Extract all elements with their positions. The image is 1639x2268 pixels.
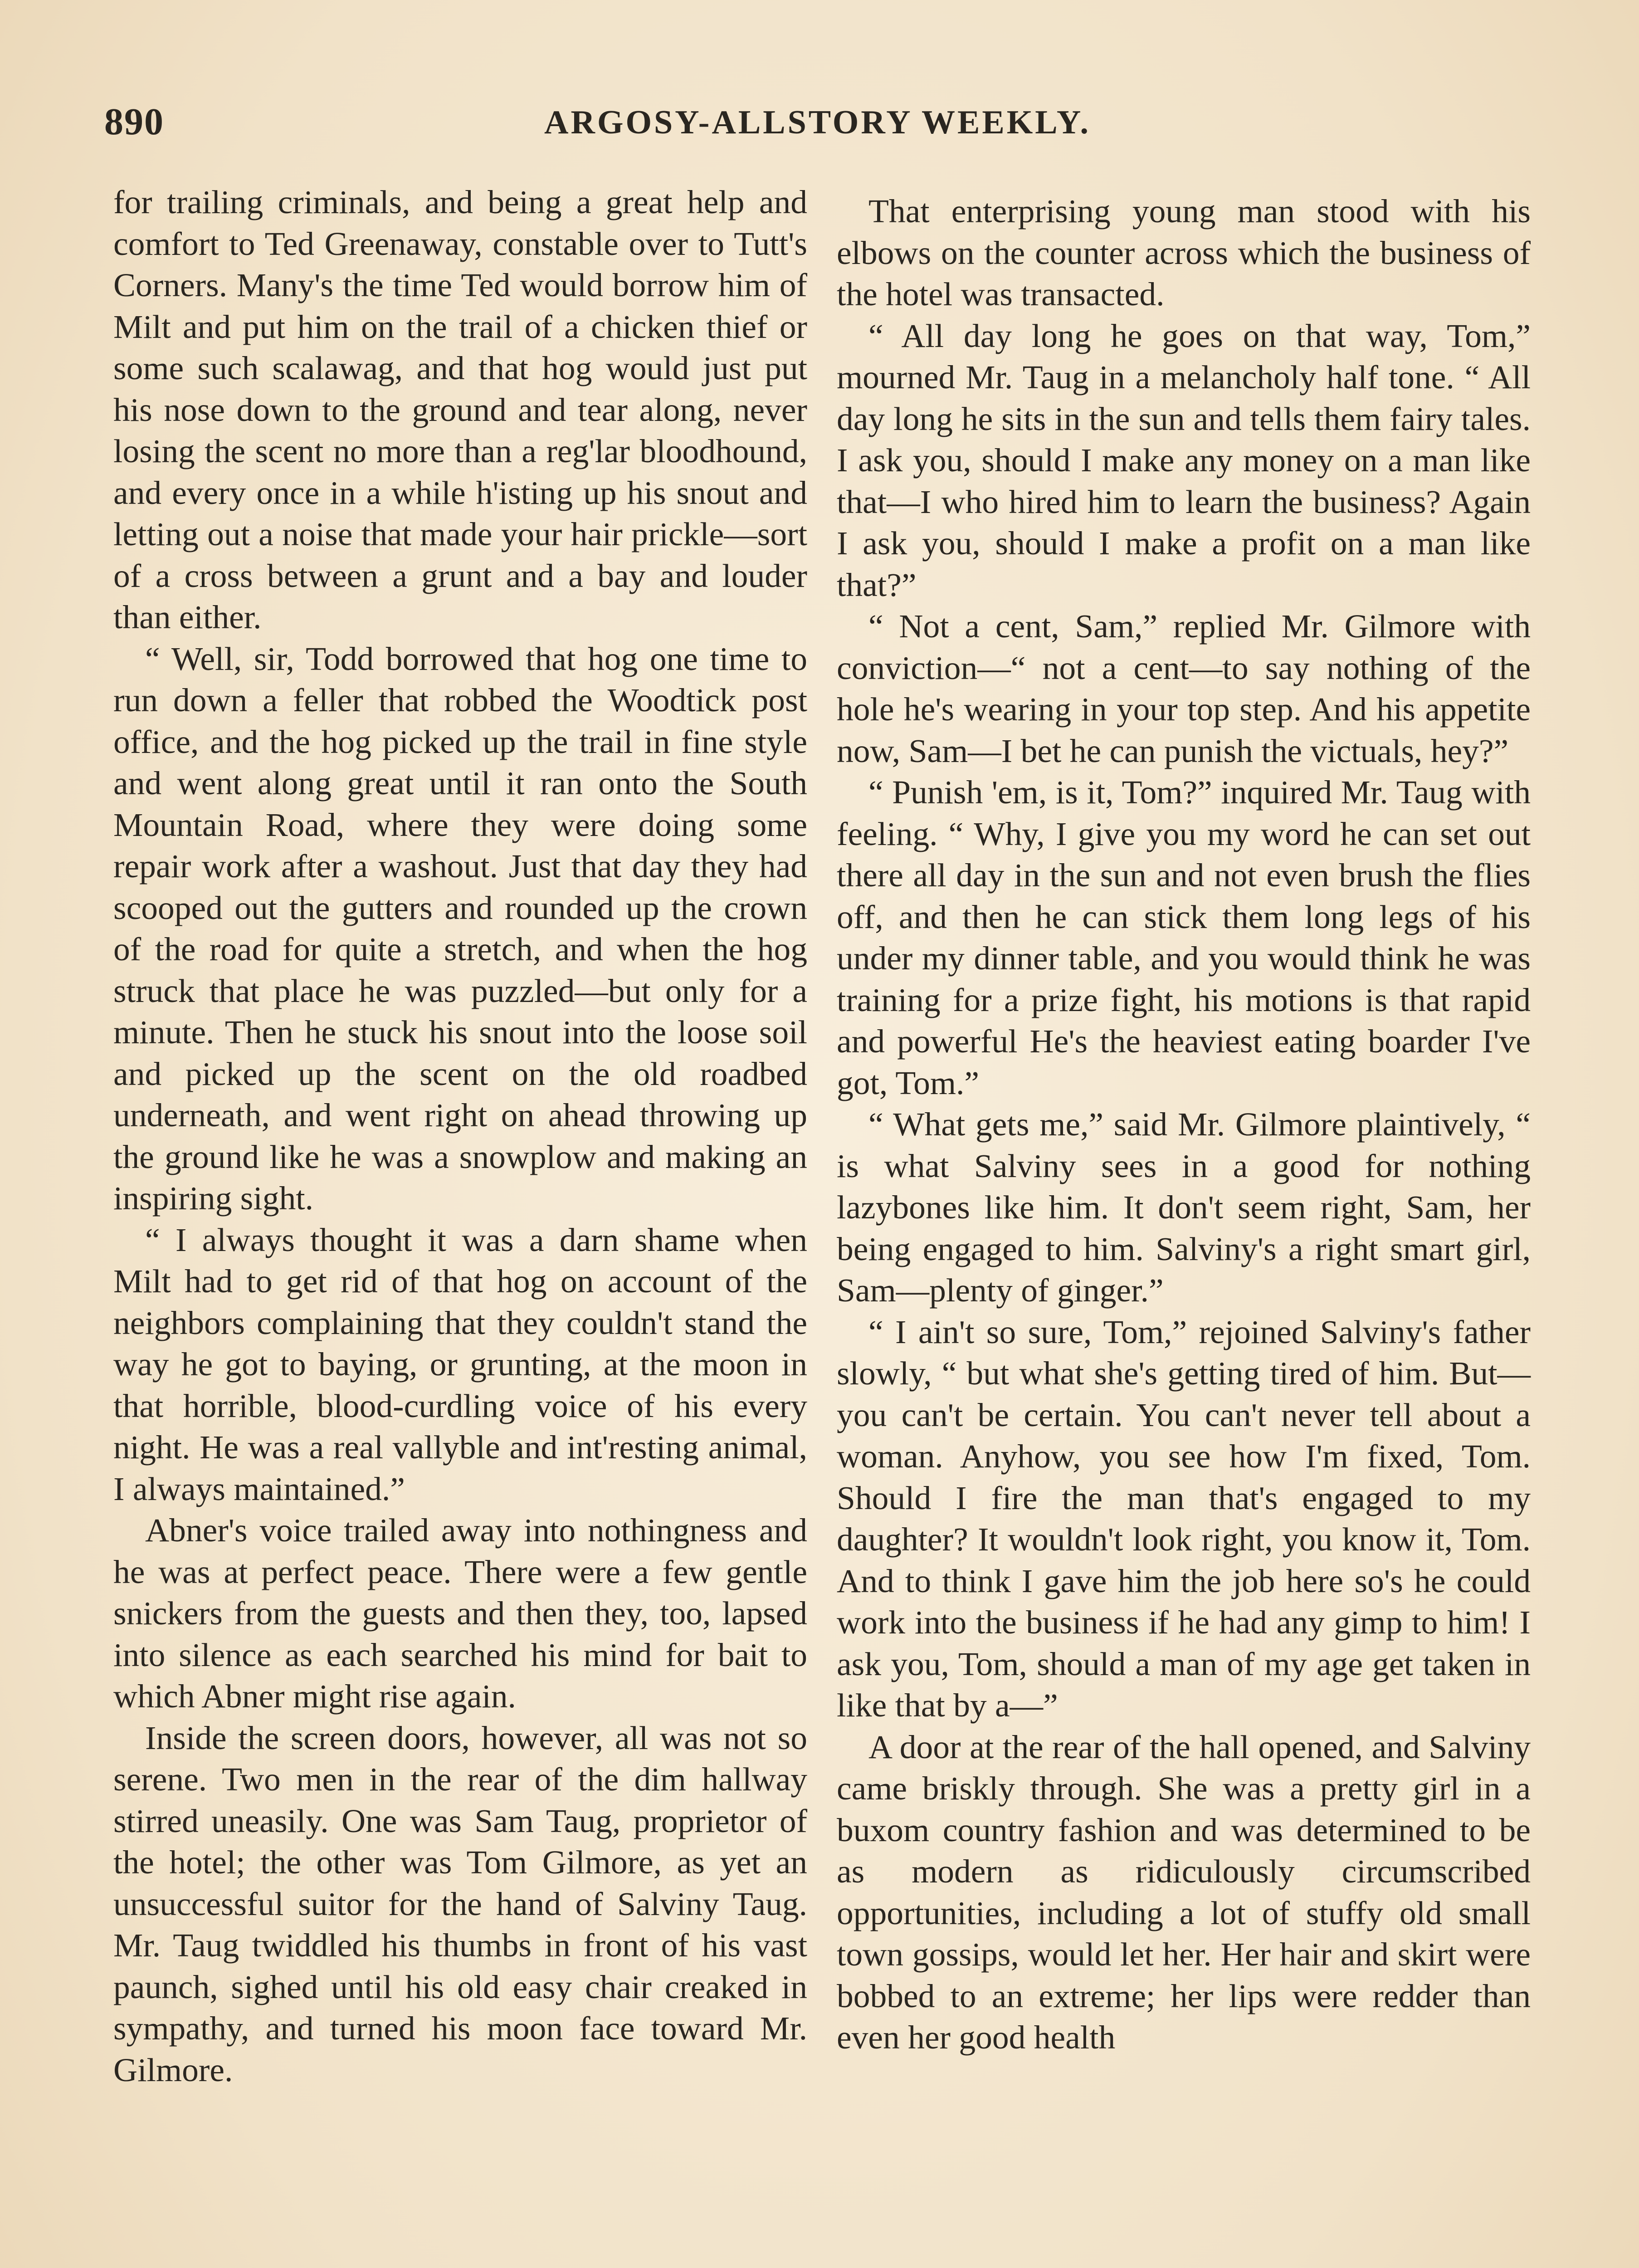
- paragraph: A door at the rear of the hall opened, and Salviny came briskly through. She was a pretty girl in a buxom country fashion and was determined to be as modern as ridiculously circumscribed opportunities, including a lot of stuffy old small town gossips, would let her. Her hair and skirt were bobbed to an extreme; her lips were redder than even her good health: [837, 1728, 1531, 2056]
- paragraph: “ I ain't so sure, Tom,” rejoined Salviny's father slowly, “ but what she's getting tired of him. But—you can't be certain. You can't never tell about a woman. Anyhow, you see how I'm fixed, Tom. Should I fire the man that's engaged to my daughter? It wouldn't look right, you know it, Tom. And to think I gave him the job here so's he could work into the business if he had any gimp to him! I ask you, Tom, should a man of my age get taken in like that by a—”: [837, 1313, 1531, 1724]
- paragraph: Inside the screen doors, however, all was not so serene. Two men in the rear of the dim hallway stirred uneasily. One was Sam Taug, proprietor of the hotel; the other was Tom Gilmore, as yet an unsuccessful suitor for the hand of Salviny Taug. Mr. Taug twiddled his thumbs in front of his vast paunch, sighed until his old easy chair creaked in sympathy, and turned his moon face toward Mr. Gilmore.: [113, 1719, 807, 2088]
- paragraph: “ Well, sir, Todd borrowed that hog one time to run down a feller that robbed the Woodtick post office, and the hog picked up the trail in fine style and went along great until it ran onto the South Mountain Road, where they were doing some repair work after a washout. Just that day they had scooped out the gutters and rounded up the crown of the road for quite a stretch, and when the hog struck that place he was puzzled—but only for a minute. Then he stuck his snout into the loose soil and picked up the scent on the old roadbed underneath, and went right on ahead throwing up the ground like he was a snowplow and making an inspiring sight.: [113, 640, 807, 1217]
- running-head-title: ARGOSY-ALLSTORY WEEKLY.: [544, 104, 1091, 141]
- paragraph: “ Punish 'em, is it, Tom?” inquired Mr. Taug with feeling. “ Why, I give you my word he can set out there all day in the sun and not even brush the flies off, and then he can stick them long legs of his under my dinner table, and you would think he was training for a prize fight, his motions is that rapid and powerful He's the heaviest eating boarder I've got, Tom.”: [837, 774, 1531, 1101]
- paragraph: for trailing criminals, and being a great help and comfort to Ted Greenaway, constable over to Tutt's Corners. Many's the time Ted would borrow him of Milt and put him on the trail of a chicken thief or some such scalawag, and that hog would just put his nose down to the ground and tear along, never losing the scent no more than a reg'lar bloodhound, and every once in a while h'isting up his snout and letting out a noise that made your hair prickle—sort of a cross between a grunt and a bay and louder than either.: [113, 184, 807, 635]
- paragraph: “ What gets me,” said Mr. Gilmore plaintively, “ is what Salviny sees in a good for nothing lazybones like him. It don't seem right, Sam, her being engaged to him. Salviny's a right smart girl, Sam—plenty of ginger.”: [837, 1106, 1531, 1309]
- page-number: 890: [104, 101, 164, 143]
- paragraph: Abner's voice trailed away into nothingness and he was at perfect peace. There were a few gentle snickers from the guests and then they, too, lapsed into silence as each searched his mind for bait to which Abner might rise again.: [113, 1512, 807, 1715]
- paragraph: “ All day long he goes on that way, Tom,” mourned Mr. Taug in a melancholy half tone. “ All day long he sits in the sun and tells them fairy tales. I ask you, should I make any money on a man like that—I who hired him to learn the business? Again I ask you, should I make a profit on a man like that?”: [837, 317, 1531, 603]
- paragraph: “ I always thought it was a darn shame when Milt had to get rid of that hog on account of the neighbors complaining that they couldn't stand the way he got to baying, or grunting, at the moon in that horrible, blood-curdling voice of his every night. He was a real vallyble and int'resting animal, I always maintained.”: [113, 1221, 807, 1507]
- page-header: [104, 100, 1533, 150]
- right-column: [837, 191, 1531, 2058]
- paragraph: “ Not a cent, Sam,” replied Mr. Gilmore with conviction—“ not a cent—to say nothing of the hole he's wearing in your top step. And his appetite now, Sam—I bet he can punish the victuals, hey?”: [837, 608, 1531, 769]
- left-column: [113, 181, 807, 2091]
- paragraph: That enterprising young man stood with his elbows on the counter across which the business of the hotel was transacted.: [837, 193, 1531, 313]
